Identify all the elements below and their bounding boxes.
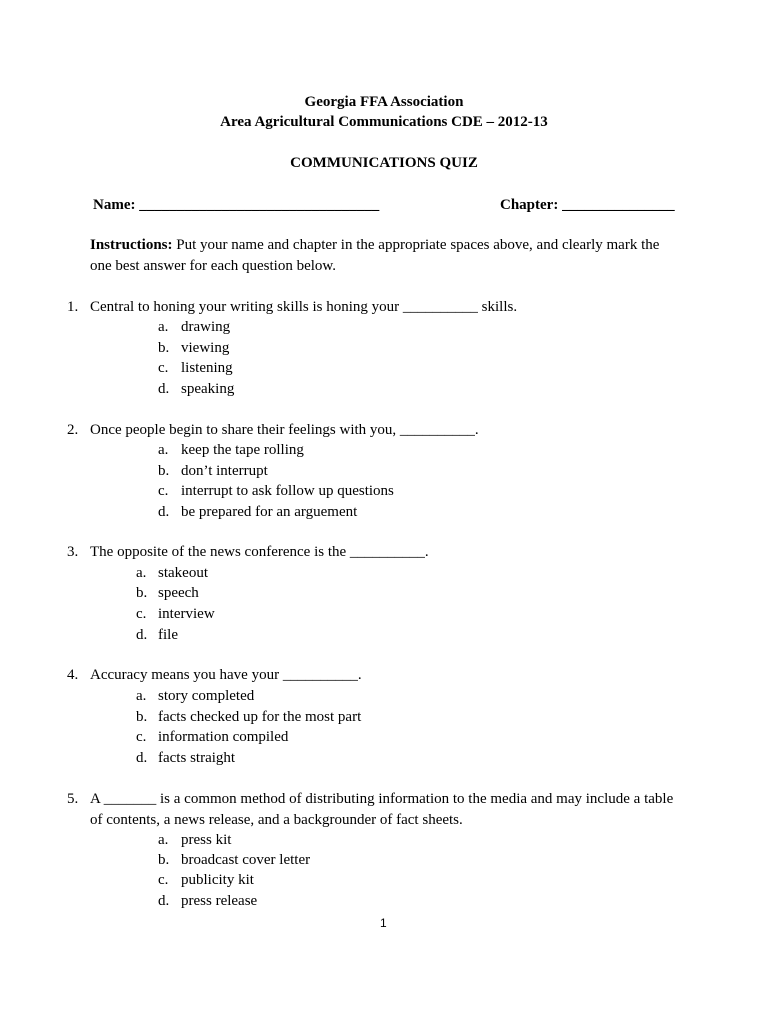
name-field[interactable] — [93, 195, 379, 216]
option-text: speaking — [181, 381, 235, 397]
option-letter: c. — [158, 360, 169, 376]
option-letter: d. — [136, 627, 148, 643]
question-number: 2. — [67, 422, 79, 438]
option-text: keep the tape rolling — [181, 442, 304, 458]
name-label: Name: — [93, 197, 136, 213]
question-number: 1. — [67, 299, 79, 315]
option-letter: d. — [158, 504, 170, 520]
option-letter: b. — [158, 463, 170, 479]
question-number: 3. — [67, 544, 79, 560]
option-text: publicity kit — [181, 872, 254, 888]
association-title: Georgia FFA Association — [304, 94, 464, 110]
option-text: press kit — [181, 832, 232, 848]
option-text: drawing — [181, 319, 231, 335]
option-letter: a. — [136, 565, 147, 581]
option-text: interrupt to ask follow up questions — [181, 483, 394, 499]
option-letter: a. — [136, 688, 147, 704]
option-letter: b. — [158, 340, 170, 356]
option-text: file — [158, 627, 178, 643]
chapter-label: Chapter: — [500, 197, 559, 213]
option-letter: c. — [158, 483, 169, 499]
option-letter: d. — [158, 893, 170, 909]
question-number: 5. — [67, 791, 79, 807]
option-letter: b. — [158, 852, 170, 868]
option-text: facts straight — [158, 750, 236, 766]
question-text: The opposite of the news conference is the __________. — [90, 544, 429, 560]
option-letter: b. — [136, 709, 148, 725]
option-letter: d. — [136, 750, 148, 766]
instructions-text: Put your name and chapter in the appropriate spaces above, and clearly mark the one best answer for each question below. — [90, 237, 660, 274]
question-text: Once people begin to share their feelings with you, __________. — [90, 422, 479, 438]
question-text: Central to honing your writing skills is honing your __________ skills. — [90, 299, 518, 315]
option-letter: b. — [136, 585, 148, 601]
option-letter: a. — [158, 442, 169, 458]
option-letter: c. — [136, 729, 147, 745]
event-title: Area Agricultural Communications CDE – 2012-13 — [220, 114, 548, 130]
option-letter: c. — [158, 872, 169, 888]
option-text: facts checked up for the most part — [158, 709, 362, 725]
option-text: information compiled — [158, 729, 289, 745]
question-text: A _______ is a common method of distributing information to the media and may include a table of contents, a news release, and a backgrounder of fact sheets. — [90, 791, 674, 828]
chapter-field[interactable] — [500, 195, 675, 216]
option-text: don’t interrupt — [181, 463, 268, 479]
option-text: interview — [158, 606, 215, 622]
instructions — [90, 235, 680, 276]
question-number: 4. — [67, 667, 79, 683]
option-text: viewing — [181, 340, 230, 356]
option-letter: d. — [158, 381, 170, 397]
chapter-blank[interactable]: _______________ — [562, 197, 675, 213]
option-text: broadcast cover letter — [181, 852, 311, 868]
question-text: Accuracy means you have your __________. — [90, 667, 362, 683]
option-text: story completed — [158, 688, 255, 704]
option-letter: a. — [158, 832, 169, 848]
option-text: stakeout — [158, 565, 208, 581]
quiz-title: COMMUNICATIONS QUIZ — [290, 155, 478, 171]
page-number: 1 — [380, 916, 387, 930]
instructions-label: Instructions: — [90, 237, 173, 253]
option-text: be prepared for an arguement — [181, 504, 358, 520]
name-blank[interactable]: ________________________________ — [139, 197, 380, 213]
option-text: listening — [181, 360, 233, 376]
option-text: speech — [158, 585, 199, 601]
option-letter: a. — [158, 319, 169, 335]
option-letter: c. — [136, 606, 147, 622]
option-text: press release — [181, 893, 258, 909]
